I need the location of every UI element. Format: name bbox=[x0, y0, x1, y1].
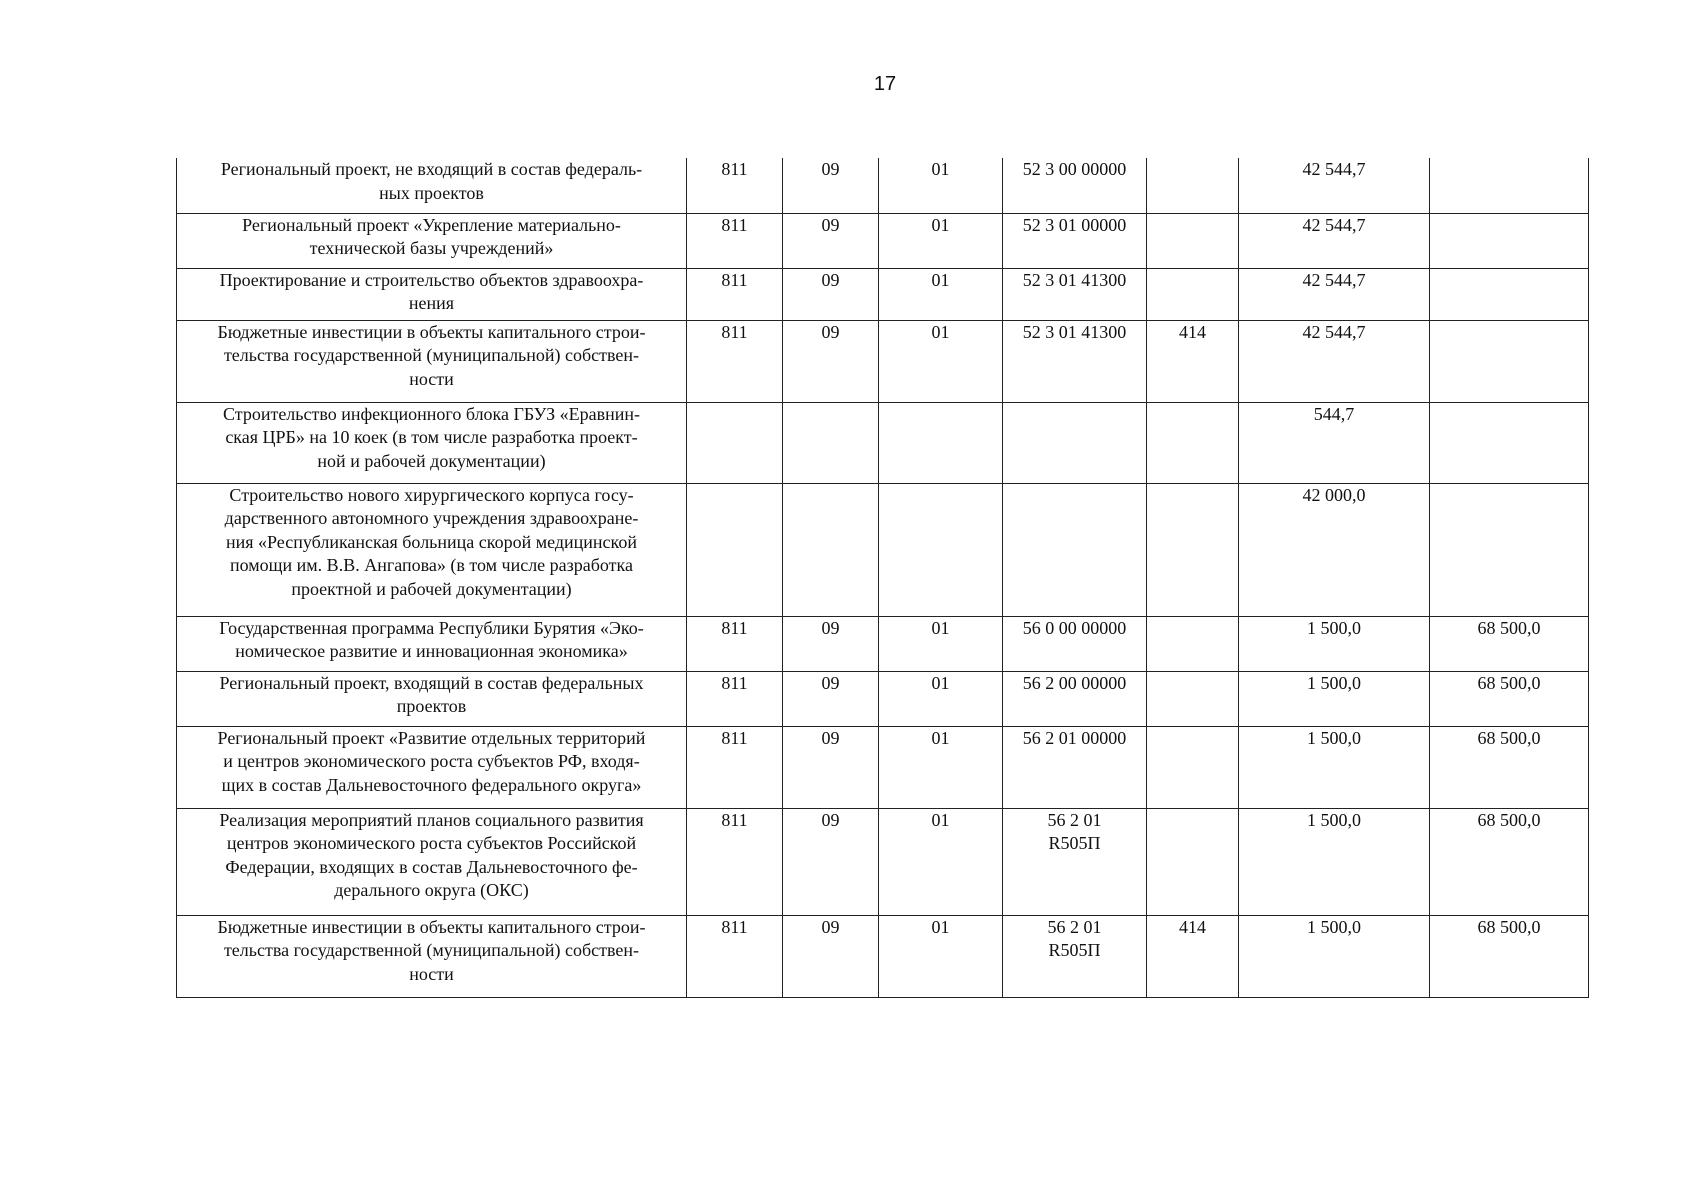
row-description: Государственная программа Республики Бурятия «Эко- номическое развитие и инновационная экономика» bbox=[177, 616, 687, 671]
amount-1-cell: 1 500,0 bbox=[1239, 915, 1430, 997]
section-cell: 09 bbox=[783, 671, 879, 726]
section-cell: 09 bbox=[783, 320, 879, 402]
section-cell: 09 bbox=[783, 808, 879, 915]
row-description: Строительство нового хирургического корпуса госу- дарственного автономного учреждения здравоохране- ния «Республиканская больница скорой медицинской помощи им. В.В. Ангапова» (в том числе разработка проектной и рабочей документации) bbox=[177, 483, 687, 616]
amount-2-cell: 68 500,0 bbox=[1430, 726, 1589, 808]
amount-1-cell: 42 544,7 bbox=[1239, 213, 1430, 268]
amount-2-cell bbox=[1430, 483, 1589, 616]
target-article-cell: 56 0 00 00000 bbox=[1003, 616, 1147, 671]
subsection-cell: 01 bbox=[879, 726, 1003, 808]
table-row bbox=[177, 915, 1589, 997]
admin-code-cell: 811 bbox=[687, 320, 783, 402]
expense-type-cell bbox=[1147, 268, 1239, 320]
admin-code-cell: 811 bbox=[687, 726, 783, 808]
expense-type-cell bbox=[1147, 213, 1239, 268]
admin-code-cell: 811 bbox=[687, 671, 783, 726]
subsection-cell: 01 bbox=[879, 158, 1003, 213]
row-description: Реализация мероприятий планов социального развития центров экономического роста субъектов Российской Федерации, входящих в состав Дальневосточного фе- дерального округа (ОКС) bbox=[177, 808, 687, 915]
expense-type-cell: 414 bbox=[1147, 320, 1239, 402]
target-article-cell: 56 2 01 R505П bbox=[1003, 915, 1147, 997]
expense-type-cell bbox=[1147, 483, 1239, 616]
amount-2-cell bbox=[1430, 320, 1589, 402]
section-cell: 09 bbox=[783, 915, 879, 997]
amount-1-cell: 544,7 bbox=[1239, 402, 1430, 483]
expense-type-cell bbox=[1147, 671, 1239, 726]
section-cell bbox=[783, 402, 879, 483]
amount-2-cell: 68 500,0 bbox=[1430, 616, 1589, 671]
row-description: Бюджетные инвестиции в объекты капитального строи- тельства государственной (муниципальной) собствен- ности bbox=[177, 320, 687, 402]
amount-1-cell: 1 500,0 bbox=[1239, 726, 1430, 808]
subsection-cell: 01 bbox=[879, 320, 1003, 402]
section-cell: 09 bbox=[783, 726, 879, 808]
amount-2-cell bbox=[1430, 213, 1589, 268]
target-article-cell: 52 3 01 41300 bbox=[1003, 320, 1147, 402]
target-article-cell: 56 2 01 00000 bbox=[1003, 726, 1147, 808]
row-description: Региональный проект «Укрепление материально- технической базы учреждений» bbox=[177, 213, 687, 268]
target-article-cell: 56 2 00 00000 bbox=[1003, 671, 1147, 726]
amount-1-cell: 1 500,0 bbox=[1239, 671, 1430, 726]
amount-1-cell: 1 500,0 bbox=[1239, 808, 1430, 915]
table-row bbox=[177, 671, 1589, 726]
section-cell bbox=[783, 483, 879, 616]
row-description: Строительство инфекционного блока ГБУЗ «Еравнин- ская ЦРБ» на 10 коек (в том числе разработка проект- ной и рабочей документации) bbox=[177, 402, 687, 483]
amount-2-cell bbox=[1430, 158, 1589, 213]
expense-type-cell bbox=[1147, 808, 1239, 915]
amount-1-cell: 42 544,7 bbox=[1239, 158, 1430, 213]
admin-code-cell: 811 bbox=[687, 268, 783, 320]
expense-type-cell bbox=[1147, 158, 1239, 213]
amount-1-cell: 42 000,0 bbox=[1239, 483, 1430, 616]
admin-code-cell: 811 bbox=[687, 616, 783, 671]
subsection-cell: 01 bbox=[879, 671, 1003, 726]
subsection-cell: 01 bbox=[879, 268, 1003, 320]
row-description: Региональный проект «Развитие отдельных территорий и центров экономического роста субъектов РФ, входя- щих в состав Дальневосточного федерального округа» bbox=[177, 726, 687, 808]
table-row bbox=[177, 213, 1589, 268]
target-article-cell bbox=[1003, 402, 1147, 483]
target-article-cell bbox=[1003, 483, 1147, 616]
subsection-cell: 01 bbox=[879, 808, 1003, 915]
amount-2-cell: 68 500,0 bbox=[1430, 915, 1589, 997]
amount-1-cell: 42 544,7 bbox=[1239, 320, 1430, 402]
table-row bbox=[177, 402, 1589, 483]
budget-table bbox=[176, 158, 1589, 998]
subsection-cell: 01 bbox=[879, 213, 1003, 268]
admin-code-cell: 811 bbox=[687, 158, 783, 213]
admin-code-cell: 811 bbox=[687, 213, 783, 268]
section-cell: 09 bbox=[783, 616, 879, 671]
table-row bbox=[177, 158, 1589, 213]
target-article-cell: 52 3 00 00000 bbox=[1003, 158, 1147, 213]
table-row bbox=[177, 268, 1589, 320]
table-body bbox=[177, 158, 1589, 997]
amount-2-cell: 68 500,0 bbox=[1430, 671, 1589, 726]
subsection-cell bbox=[879, 402, 1003, 483]
section-cell: 09 bbox=[783, 268, 879, 320]
table-row bbox=[177, 320, 1589, 402]
admin-code-cell: 811 bbox=[687, 808, 783, 915]
target-article-cell: 52 3 01 41300 bbox=[1003, 268, 1147, 320]
amount-1-cell: 1 500,0 bbox=[1239, 616, 1430, 671]
row-description: Проектирование и строительство объектов здравоохра- нения bbox=[177, 268, 687, 320]
subsection-cell bbox=[879, 483, 1003, 616]
table-row bbox=[177, 808, 1589, 915]
table-row bbox=[177, 616, 1589, 671]
row-description: Региональный проект, не входящий в состав федераль- ных проектов bbox=[177, 158, 687, 213]
amount-1-cell: 42 544,7 bbox=[1239, 268, 1430, 320]
target-article-cell: 56 2 01 R505П bbox=[1003, 808, 1147, 915]
admin-code-cell bbox=[687, 402, 783, 483]
table-row bbox=[177, 483, 1589, 616]
admin-code-cell bbox=[687, 483, 783, 616]
expense-type-cell: 414 bbox=[1147, 915, 1239, 997]
amount-2-cell bbox=[1430, 402, 1589, 483]
section-cell: 09 bbox=[783, 213, 879, 268]
subsection-cell: 01 bbox=[879, 616, 1003, 671]
row-description: Региональный проект, входящий в состав федеральных проектов bbox=[177, 671, 687, 726]
table-row bbox=[177, 726, 1589, 808]
page-number: 17 bbox=[873, 73, 897, 95]
admin-code-cell: 811 bbox=[687, 915, 783, 997]
expense-type-cell bbox=[1147, 402, 1239, 483]
expense-type-cell bbox=[1147, 616, 1239, 671]
expense-type-cell bbox=[1147, 726, 1239, 808]
row-description: Бюджетные инвестиции в объекты капитального строи- тельства государственной (муниципальной) собствен- ности bbox=[177, 915, 687, 997]
amount-2-cell: 68 500,0 bbox=[1430, 808, 1589, 915]
amount-2-cell bbox=[1430, 268, 1589, 320]
target-article-cell: 52 3 01 00000 bbox=[1003, 213, 1147, 268]
section-cell: 09 bbox=[783, 158, 879, 213]
subsection-cell: 01 bbox=[879, 915, 1003, 997]
